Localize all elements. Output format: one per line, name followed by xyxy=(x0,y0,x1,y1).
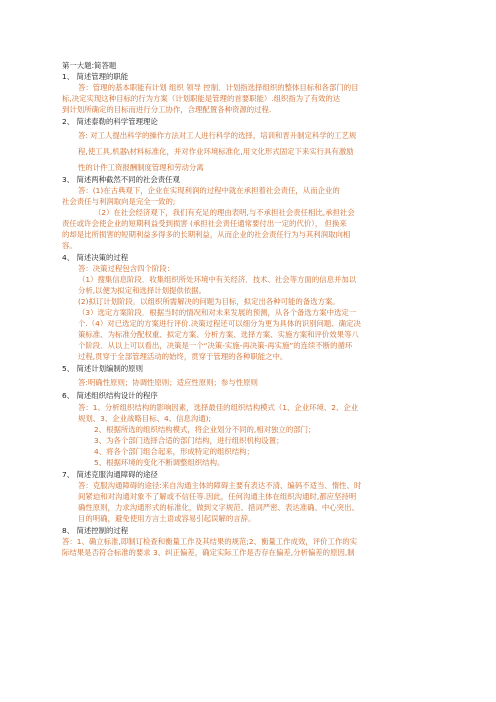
answer-line: 责任或许会使企业的短期利益受到损害 (承担社会责任通常要付出一定的代价）， 但换来 xyxy=(62,219,347,228)
answer-line: 5、根据环境的变化不断调整组织结构。 xyxy=(94,458,225,467)
question-heading: 3、 简述两种截然不同的社会责任观 xyxy=(62,175,180,184)
answer-line: 的却是比所损害的短期利益多得多的长期利益，从而企业的社会责任行为与其利润取向相 xyxy=(62,230,351,239)
answer-line: 社会责任与利润取向是完全一致的; xyxy=(62,197,176,206)
answer-line: (2)拟订计划阶段．以组织所需解决的问题为目标，拟定出各种可能的备选方案。 xyxy=(78,297,340,306)
answer-line: 容。 xyxy=(62,241,77,250)
answer-line: 策标准、为标准分配权重、拟定方案、分析方案、选择方案、实施方案和评价效果等八 xyxy=(78,330,359,339)
answer-line: 程,使工具,机器\材料标准化，并对作业环境标准化,用文化形式固定下来实行具有激励 xyxy=(78,147,354,156)
answer-line: 答：1、确立标准,即制订检查和衡量工作及其结果的规范;2、衡量工作成效，评价工作的实 xyxy=(62,537,358,546)
answer-line: 确性原则，力求沟通形式的标准化，做到文字规范、措词严密、表达准确、中心突出、 xyxy=(78,503,359,512)
answer-line: 个.（4）对已选定的方案进行评价.决策过程还可以细分为更为具体的识别问题、确定决 xyxy=(78,319,361,328)
answer-line: 间紧迫和对沟通对象不了解或不信任等.因此，任何沟通主体在组织沟通时,都应坚持明 xyxy=(78,492,357,501)
question-heading: 1、 简述管理的职能 xyxy=(62,72,129,81)
question-heading: 4、 简述决策的过程 xyxy=(62,253,129,262)
question-heading: 7、 简述克服沟通障碍的途径 xyxy=(62,470,158,479)
answer-line: 个阶段．从以上可以看出，决策是一个“决策-实施-再决策-再实施”的连续不断的循环 xyxy=(78,341,353,350)
question-heading: 5、 简述计划编制的原则 xyxy=(62,364,143,373)
answer-line: （2）在社会经济观下，我们有充足的理由表明,与不承担社会责任相比,承担社会 xyxy=(94,208,355,217)
answer-line: （3）选定方案阶段．根据当时的情况和对未来发展的预测，从各个备选方案中选定一 xyxy=(78,308,357,317)
answer-line: 答：1、分析组织结构的影响因素，选择最佳的组织结构模式（1、企业环境、2、企业 xyxy=(78,403,359,412)
answer-line: 到计划所确定的目标而进行分工协作，合理配置各种资源的过程. xyxy=(62,105,272,114)
answer-line: 答:明确性原则；协调性原则；适应性原则；参与性原则 xyxy=(78,378,258,387)
answer-line: 答: 对工人提出科学的操作方法对工人进行科学的选择，培训和晋升制定科学的工艺规 xyxy=(78,131,357,140)
answer-line: 过程,贯穿于全部管理活动的始终，贯穿于管理的各种职能之中。 xyxy=(78,352,288,361)
answer-line: 性的计件工资报酬制度管理和劳动分离 xyxy=(78,163,204,172)
question-heading: 2、 简述泰勒的科学管理理论 xyxy=(62,117,158,126)
answer-line: 答：克服沟通障碍的途径:来自沟通主体的障碍主要有表达不清、编码不适当、惰性、时 xyxy=(78,481,362,490)
answer-line: 标,决定实现这种目标的行为方案（计划职能是管理的首要职能）.组织指为了有效的达 xyxy=(62,94,341,103)
answer-line: 际结果是否符合标准的要求 3、纠正偏差，确定实际工作是否存在偏差,分析偏差的原因,制 xyxy=(62,548,355,557)
answer-line: 答：决策过程包含四个阶段： xyxy=(78,264,175,273)
answer-line: 答：(1)在古典观下，企业在实现利润的过程中就在承担着社会责任，从而企业的 xyxy=(78,186,340,195)
question-heading: 8、 简述控制的过程 xyxy=(62,526,129,535)
answer-line: 规划、3、企业战略目标、4、信息沟通); xyxy=(78,414,212,423)
answer-line: 3、为各个部门选择合适的部门结构，进行组织机构设置； xyxy=(94,436,284,445)
question-heading: 6、 简述组织结构设计的程序 xyxy=(62,391,158,400)
document-title: 第一大题:简答题 xyxy=(62,61,117,70)
answer-line: （1）搜集信息阶段．收集组织所处环境中有关经济．技术、社会等方面的信息并加以 xyxy=(78,275,357,284)
answer-line: 2、根据所选的组织结构模式，将企业划分不同的,相对独立的部门； xyxy=(94,425,316,434)
answer-line: 目的明确，避免使用方言土语或容易引起误解的言辞。 xyxy=(78,514,256,523)
answer-line: 答：管理的基本职能有计划 组织 领导 控制．计划指选择组织的整体目标和各部门的目 xyxy=(78,83,359,92)
answer-line: 分析,以便为拟定和选择计划提供依据。 xyxy=(78,286,206,295)
answer-line: 4、将各个部门组合起来，形成特定的组织结构； xyxy=(94,447,254,456)
